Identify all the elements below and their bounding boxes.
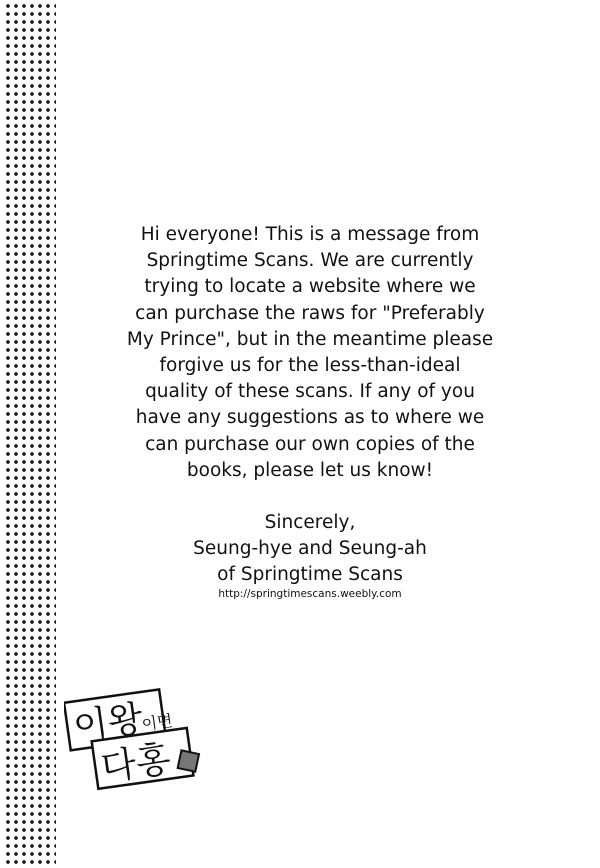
message-line: Hi everyone! This is a message from [140,224,480,245]
message-block [100,222,520,484]
message-line: quality of these scans. If any of you [145,381,475,403]
message-line: can purchase the raws for "Preferably [135,302,485,324]
message-line: Springtime Scans. We are currently [146,250,474,272]
website-url: http://springtimescans.weebly.com [218,588,402,600]
message-line: My Prince", but in the meantime please [126,328,494,350]
logo-text-bottom: 다홍 [98,738,174,789]
message-line: trying to locate a website where we [144,276,476,298]
signature-names: Seung-hye and Seung-ah [193,538,427,560]
message-line: have any suggestions as to where we [135,407,485,429]
logo-gray-square [178,750,199,771]
signature-closing: Sincerely, [264,512,356,533]
logo-text-large: 이왕 [70,698,146,749]
message-line: books, please let us know! [186,459,434,481]
signature-block [100,510,520,589]
dotted-border-decoration [4,0,56,868]
message-line: forgive us for the less-than-ideal [159,355,461,377]
title-logo [64,680,224,800]
signature-group: of Springtime Scans [217,564,403,586]
logo-text-small: 이면 [140,710,174,735]
message-line: can purchase our own copies of the [145,433,475,455]
